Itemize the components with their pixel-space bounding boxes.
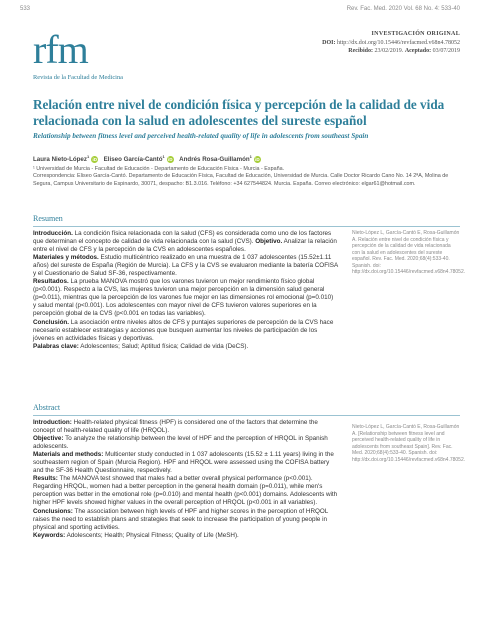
abstract-intro-text: Health-related physical fitness (HPF) is considered one of the factors that determine the concept of health-related quality of life (HRQOL). — [33, 419, 318, 435]
abstract-heading: Abstract — [33, 403, 61, 412]
section-divider — [33, 226, 460, 227]
author-list — [33, 154, 263, 163]
resumen-conclusion-label: Conclusión. — [33, 318, 70, 326]
resumen-results-label: Resultados. — [33, 278, 69, 286]
resumen-methods-label: Materiales y métodos. — [33, 254, 99, 262]
abstract-objective-label: Objective: — [33, 435, 64, 443]
resumen-results-text: La prueba MANOVA mostró que los varones tuvieron un mejor rendimiento físico global (p<0.001). Respecto a la CVS, las mujeres tuvieron una mejor percepción en la dimensión salud general (p=0.011), mientras que la percepción de los varones fue mejor en las dimensiones rol emocional (p=0.010) y salud mental (p<0.001). Los adolescentes con mayor nivel de CFS tuvieron valores superiores en la percepción global de la CVS (p<0.001 en todas las variables). — [33, 278, 334, 318]
abstract-results-text: The MANOVA test showed that males had a better overall physical performance (p<0.001). Regarding HRQOL, women had a better perception in the general health domain (p=0.011), while men's perception was better in the emotional role (p=0.010) and mental health (p<0.001) domains. Adolescents with higher HPF levels showed higher values in the overall perception of HRQOL (p<0.001 in all variables). — [33, 475, 338, 507]
article-subtitle: Relationship between fitness level and perceived health-related quality of life in adolescents from southeast Spain — [33, 132, 369, 140]
resumen-methods-text: Estudio multicéntrico realizado en una muestra de 1 037 adolescentes (15.52±1.11 años) del sureste de España (Región de Murcia). La CFS y la CVS se evaluaron mediante la batería COFISA y el Cuestionario de Salud SF-36, respectivamente. — [33, 254, 338, 278]
article-title: Relación entre nivel de condición física y percepción de la calidad de vida relacionada con la salud en adolescentes del sureste español — [33, 97, 445, 128]
correspondence: Correspondencia: Eliseo García-Cantó. Departamento de Educación Física, Facultad de Educación, Universidad de Murcia. Calle Doctor Ricardo Cano No. 14 2ªA, Molina de Segura, Campus Universitario de Espinardo, 30071, despacho: B1.3.016. Teléfono: +34 627544824. Murcia. España. Correo electrónico: elgar61@hotmail.com. — [33, 173, 449, 187]
resumen-intro-text: La condición física relacionada con la salud (CFS) es considerada como uno de los factores que determinan el concepto de calidad de vida relacionada con la salud (CVS). — [33, 230, 332, 246]
author-affil-mark: 1 — [249, 154, 252, 159]
abstract-conclusions-label: Conclusions: — [33, 507, 73, 515]
doi-link[interactable]: http://dx.doi.org/10.15446/revfacmed.v68n4.78052 — [336, 39, 460, 46]
accepted-label: Aceptado: — [404, 48, 432, 54]
resumen-objective-label: Objetivo. — [255, 238, 283, 246]
orcid-icon[interactable]: iD — [167, 156, 173, 162]
abstract-keywords-text: Adolescents; Health; Physical Fitness; Quality of Life (MeSH). — [65, 531, 239, 539]
section-divider — [33, 415, 460, 416]
article-type: INVESTIGACIÓN ORIGINAL — [371, 31, 460, 37]
resumen-body — [33, 230, 338, 351]
resumen-objective-text: Analizar la relación entre el nivel de CFS y la percepción de la CVS en adolescentes españoles. — [33, 238, 337, 254]
resumen-heading: Resumen — [33, 214, 63, 223]
affiliations — [33, 166, 450, 188]
author-name: Eliseo García-Cantó — [103, 156, 163, 164]
orcid-icon[interactable]: iD — [92, 156, 97, 162]
dates-line — [322, 47, 460, 56]
affiliation-line: ¹ Universidad de Murcia - Facultad de Educación - Departamento de Educación Física - Murcia - España. — [33, 166, 285, 172]
resumen-keywords-label: Palabras clave: — [33, 342, 79, 350]
abstract-intro-label: Introduction: — [33, 419, 72, 426]
article-meta — [322, 30, 460, 56]
abstract-objective-text: To analyze the relationship between the level of HPF and the perception of HRQOL in Spanish adolescents. — [33, 435, 328, 451]
abstract-methods-label: Materials and methods: — [33, 451, 104, 459]
received-label: Recibido: — [348, 48, 373, 54]
abstract-conclusions-text: The association between high levels of HPF and higher scores in the perception of HRQOL raises the need to establish plans and strategies that seek to increase the participation of young people in physical and sporting activities. — [33, 507, 329, 531]
abstract-results-label: Results: — [33, 475, 58, 483]
author-name: Laura Nieto-López — [33, 156, 87, 164]
resumen-citation: Nieto-López L, García-Cantó E, Rosa-Guillamón A. Relación entre nivel de condición física y percepción de la calidad de vida relacionada con la salud en adolescentes del sureste español. Rev. Fac. Med. 2020;68(4):533-40. Spanish. doi: http://dx.doi.org/10.15446/revfacmed.v68n4.78052. — [352, 230, 466, 275]
journal-reference: Rev. Fac. Med. 2020 Vol. 68 No. 4: 533-40 — [346, 6, 460, 12]
received-date: 23/02/2019. — [374, 48, 404, 54]
author-affil-mark: 1 — [86, 154, 90, 159]
author-affil-mark: 1 — [162, 154, 165, 159]
page-number: 533 — [20, 6, 31, 12]
abstract-methods-text: Multicenter study conducted in 1 037 adolescents (15.52 ± 1.11 years) living in the southeastern region of Spain (Murcia Region). HPF and HRQOL were assessed using the COFISA battery and the SF-36 Health Questionnaire, respectively. — [33, 451, 334, 475]
abstract-body — [33, 419, 338, 540]
author-name: Andrés Rosa-Guillamón — [179, 156, 250, 164]
doi-label: DOI: — [322, 39, 336, 46]
resumen-intro-label: Introducción. — [33, 230, 73, 237]
abstract-citation: Nieto-López L, García-Cantó E, Rosa-Guillamón A. [Relationship between fitness level and perceived health-related quality of life in adolescents from southeast Spain]. Rev. Fac. Med. 2020;68(4):533-40. Spanish. doi: http://dx.doi.org/10.15446/revfacmed.v68n4.78052. — [352, 424, 466, 463]
journal-logo — [33, 27, 113, 72]
orcid-icon[interactable]: iD — [255, 156, 260, 162]
accepted-date: 03/07/2019 — [432, 48, 460, 54]
logo-subtitle: Revista de la Facultad de Medicina — [33, 74, 123, 81]
logo-wordmark: rfm — [33, 27, 88, 72]
abstract-keywords-label: Keywords: — [33, 531, 66, 539]
doi-line — [322, 39, 460, 48]
running-header — [20, 6, 460, 16]
resumen-conclusion-text: La asociación entre niveles altos de CFS y puntajes superiores de percepción de la CVS hace necesario establecer estrategias y acciones que busquen aumentar los niveles de participación de los jóvenes en actividades físicas y deportivas. — [33, 318, 334, 342]
resumen-keywords-text: Adolescentes; Salud; Aptitud física; Calidad de vida (DeCS). — [78, 342, 249, 350]
